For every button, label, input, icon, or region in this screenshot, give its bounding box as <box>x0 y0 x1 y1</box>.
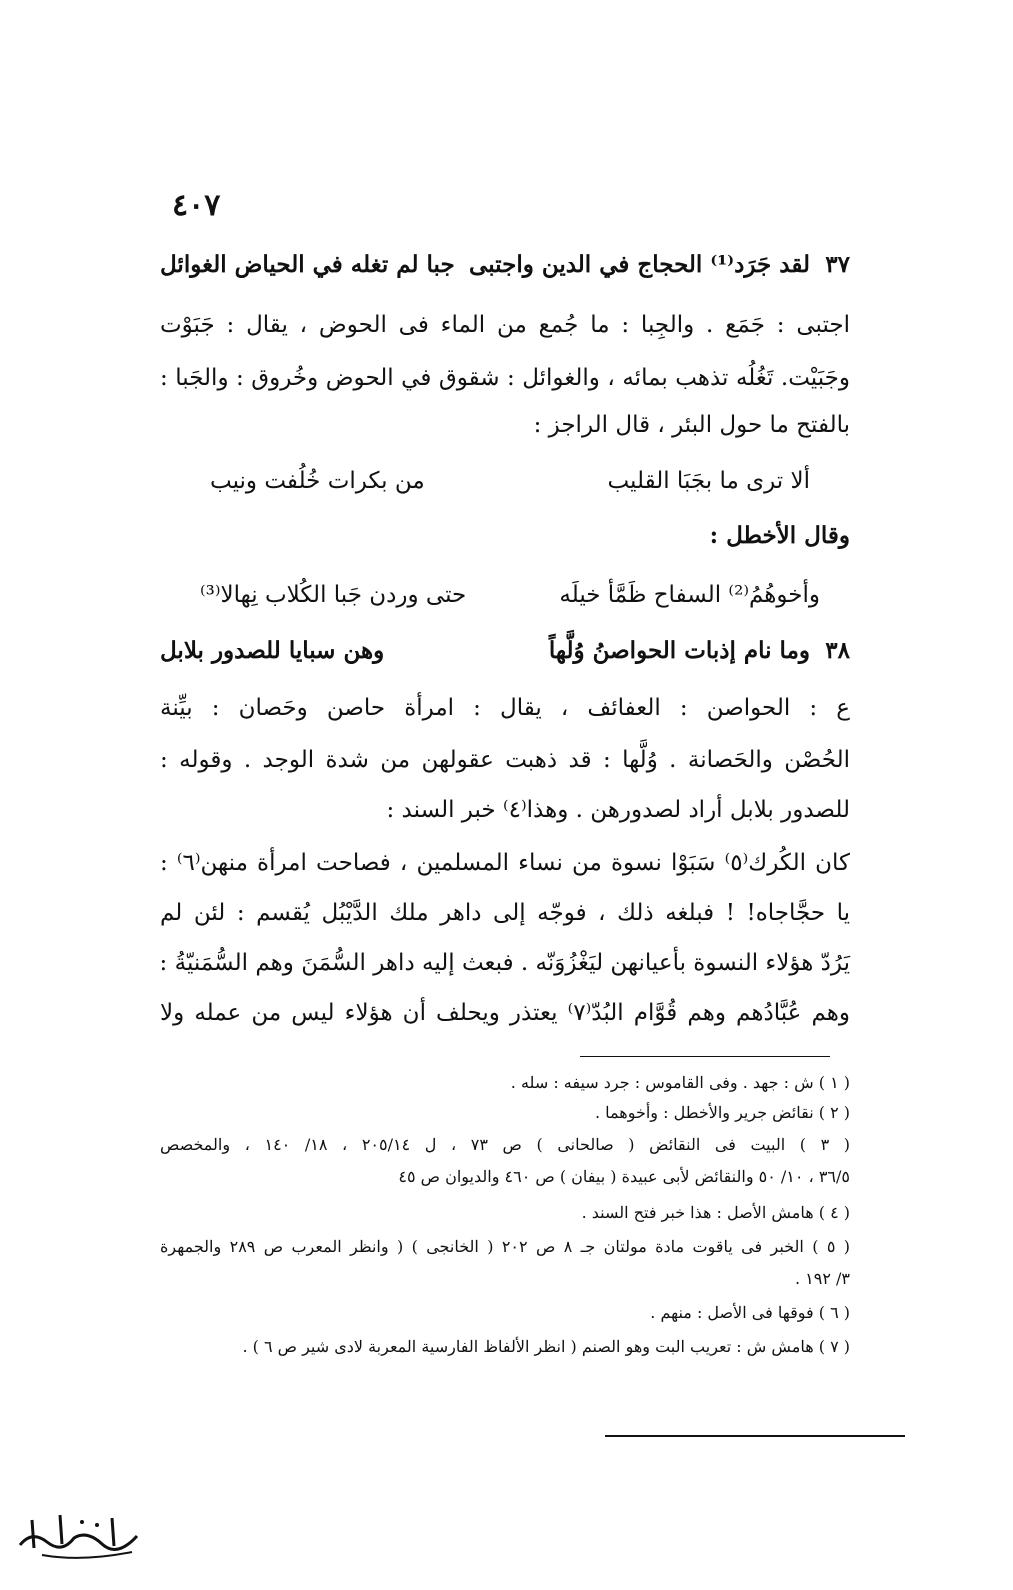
bottom-rule <box>605 1435 905 1437</box>
commentary-line: للصدور بلابل أراد لصدورهن . وهذا⁽٤⁾ خبر السند : <box>386 797 850 823</box>
commentary-line: الحُصْن والحَصانة . وُلَّها : قد ذهبت عقولهن من شدة الوجد . وقوله : <box>160 747 850 773</box>
verse-first-hemistich: ألا ترى ما بجَبَا القليب <box>607 468 810 494</box>
footnote: ٣٦/٥ ، ١٠/ ٥٠ والنقائض لأبى عبيدة ( بيفان ) ص ٤٦٠ والديوان ص ٤٥ <box>398 1167 850 1186</box>
calligraphy-logo-icon <box>12 1500 152 1570</box>
page-number: ٤٠٧ <box>172 188 221 223</box>
verse-number: ٣٨ <box>825 637 850 664</box>
publisher-logo <box>12 1500 152 1570</box>
verse-first-hemistich: وما نام إذبات الحواصنُ وُلَّهاً <box>548 637 810 664</box>
footnote: ( ٥ ) الخبر فى ياقوت مادة مولتان جـ ٨ ص ٢٠٢ ( الخانجى ) ( وانظر المعرب ص ٢٨٩ والجمهرة <box>160 1237 851 1256</box>
footnote: ( ٢ ) نقائض جرير والأخطل : وأخوهما . <box>594 1103 850 1122</box>
footnote: ( ١ ) ش : جهد . وفى القاموس : جرد سيفه : سله . <box>510 1073 850 1092</box>
verse-38 <box>160 630 850 672</box>
footnote: ( ٤ ) هامش الأصل : هذا خبر فتح السند . <box>581 1203 850 1222</box>
quoted-verse <box>210 461 810 501</box>
commentary-line: يَرُدّ هؤلاء النسوة بأعيانهن ليَغْزُوَنّه . فبعث إليه داهر السُّمَنَ وهم السُّمَنيّةُ : <box>159 950 850 976</box>
verse-number: ٣٧ <box>825 251 850 278</box>
footnote: ( ٣ ) البيت فى النقائض ( صالحانى ) ص ٧٣ ، ل ٢٠٥/١٤ ، ١٨/ ١٤٠ ، والمخصص <box>160 1135 851 1154</box>
footnote-separator <box>580 1056 830 1057</box>
verse-first-hemistich: وأخوهُمُ⁽²⁾ السفاح ظَمَّأ خيلَه <box>559 582 820 608</box>
commentary-line: وهم عُبَّادُهم وهم قُوَّام البُدّ⁽٧⁾ يعتذر ويحلف أن هؤلاء ليس من عمله ولا <box>160 1000 851 1026</box>
commentary-line: وجَبَيْت. تَغُلُه تذهب بمائه ، والغوائل : شقوق في الحوض وخُروق : والجَبا : <box>160 365 850 391</box>
commentary-line: يا حجَّاجاه! ! فبلغه ذلك ، فوجّه إلى داهر ملك الدَّيْبُل يُقسم : لئن لم <box>160 900 850 926</box>
verse-second-hemistich: من بكرات خُلُفت ونيب <box>210 468 425 494</box>
verse-second-hemistich: جبا لم تغله في الحياض الغوائل <box>160 251 455 278</box>
commentary-line: اجتبى : جَمَع . والجِبا : ما جُمع من الماء فى الحوض ، يقال : جَبَوْت <box>160 312 850 338</box>
quoted-verse <box>200 575 820 615</box>
footnote: ( ٦ ) فوقها فى الأصل : منهم . <box>650 1303 850 1322</box>
footnote: ٣/ ١٩٢ . <box>794 1269 850 1288</box>
verse-first-hemistich: لقد جَرَد⁽¹⁾ الحجاج في الدين واجتبى <box>469 251 810 278</box>
footnote: ( ٧ ) هامش ش : تعريب البت وهو الصنم ( انظر الألفاظ الفارسية المعربة لادى شير ص ٦ ) . <box>242 1337 850 1356</box>
quote-intro: وقال الأخطل : <box>709 522 850 549</box>
verse-second-hemistich: وهن سبايا للصدور بلابل <box>160 637 385 664</box>
commentary-line: ع : الحواصن : العفائف ، يقال : امرأة حاصن وحَصان : بيِّنة <box>160 695 850 721</box>
verse-second-hemistich: حتى وردن جَبا الكُلاب نِهالا⁽³⁾ <box>200 582 467 608</box>
verse-37 <box>160 244 850 286</box>
commentary-line: كان الكُرك⁽٥⁾ سَبَوْا نسوة من نساء المسلمين ، فصاحت امرأة منهن⁽٦⁾ : <box>160 850 850 876</box>
commentary-line: بالفتح ما حول البئر ، قال الراجز : <box>533 412 850 438</box>
